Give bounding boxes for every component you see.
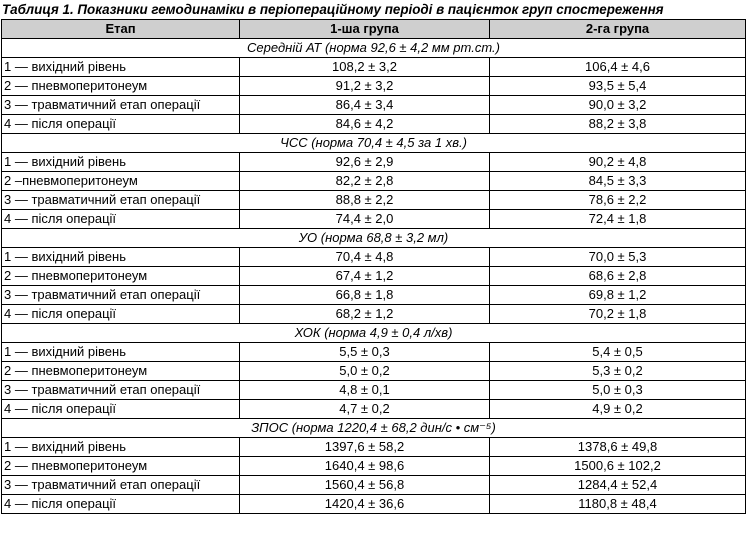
stage-cell: 2 — пневмоперитонеум [2,457,240,476]
group-2-value: 1284,4 ± 52,4 [490,476,746,495]
group-2-value: 5,3 ± 0,2 [490,362,746,381]
stage-cell: 1 — вихідний рівень [2,438,240,457]
group-2-value: 4,9 ± 0,2 [490,400,746,419]
table-row [2,210,746,229]
section-header-row [2,229,746,248]
group-2-value: 90,2 ± 4,8 [490,153,746,172]
section-title: ЧСС (норма 70,4 ± 4,5 за 1 хв.) [2,134,746,153]
stage-cell: 3 — травматичний етап операції [2,286,240,305]
stage-cell: 4 — після операції [2,115,240,134]
group-1-value: 82,2 ± 2,8 [240,172,490,191]
table-row [2,476,746,495]
table-row [2,305,746,324]
table-row [2,172,746,191]
stage-cell: 2 — пневмоперитонеум [2,267,240,286]
group-1-value: 86,4 ± 3,4 [240,96,490,115]
group-2-value: 68,6 ± 2,8 [490,267,746,286]
group-2-value: 106,4 ± 4,6 [490,58,746,77]
stage-cell: 3 — травматичний етап операції [2,191,240,210]
header-row [2,20,746,39]
table-row [2,343,746,362]
group-1-value: 4,8 ± 0,1 [240,381,490,400]
section-title: ЗПОС (норма 1220,4 ± 68,2 дин/с • см⁻⁵) [2,419,746,438]
hemodynamics-table [1,19,746,514]
stage-cell: 1 — вихідний рівень [2,343,240,362]
group-2-value: 5,0 ± 0,3 [490,381,746,400]
group-2-value: 5,4 ± 0,5 [490,343,746,362]
group-1-value: 1560,4 ± 56,8 [240,476,490,495]
table-row [2,400,746,419]
table-row [2,153,746,172]
group-2-value: 1180,8 ± 48,4 [490,495,746,514]
header-stage: Етап [2,20,240,39]
stage-cell: 4 — після операції [2,400,240,419]
table-row [2,77,746,96]
group-2-value: 84,5 ± 3,3 [490,172,746,191]
section-header-row [2,39,746,58]
group-2-value: 72,4 ± 1,8 [490,210,746,229]
group-1-value: 91,2 ± 3,2 [240,77,490,96]
stage-cell: 3 — травматичний етап операції [2,96,240,115]
group-1-value: 70,4 ± 4,8 [240,248,490,267]
group-1-value: 74,4 ± 2,0 [240,210,490,229]
table-row [2,362,746,381]
group-2-value: 90,0 ± 3,2 [490,96,746,115]
section-header-row [2,134,746,153]
table-row [2,286,746,305]
group-1-value: 1420,4 ± 36,6 [240,495,490,514]
table-row [2,248,746,267]
stage-cell: 3 — травматичний етап операції [2,381,240,400]
group-1-value: 4,7 ± 0,2 [240,400,490,419]
group-2-value: 70,0 ± 5,3 [490,248,746,267]
group-2-value: 1500,6 ± 102,2 [490,457,746,476]
table-row [2,191,746,210]
section-header-row [2,419,746,438]
group-2-value: 93,5 ± 5,4 [490,77,746,96]
group-2-value: 88,2 ± 3,8 [490,115,746,134]
group-1-value: 92,6 ± 2,9 [240,153,490,172]
section-title: Середній АТ (норма 92,6 ± 4,2 мм рт.ст.) [2,39,746,58]
group-2-value: 69,8 ± 1,2 [490,286,746,305]
table-row [2,58,746,77]
table-row [2,267,746,286]
stage-cell: 1 — вихідний рівень [2,58,240,77]
header-group-1: 1-ша група [240,20,490,39]
group-1-value: 67,4 ± 1,2 [240,267,490,286]
table-row [2,381,746,400]
group-1-value: 1397,6 ± 58,2 [240,438,490,457]
stage-cell: 4 — після операції [2,495,240,514]
stage-cell: 1 — вихідний рівень [2,153,240,172]
group-1-value: 84,6 ± 4,2 [240,115,490,134]
stage-cell: 4 — після операції [2,210,240,229]
table-caption: Таблиця 1. Показники гемодинаміки в періопераційному періоді в пацієнток груп спостереження [2,2,664,17]
stage-cell: 2 –пневмоперитонеум [2,172,240,191]
group-1-value: 88,8 ± 2,2 [240,191,490,210]
group-1-value: 1640,4 ± 98,6 [240,457,490,476]
stage-cell: 3 — травматичний етап операції [2,476,240,495]
stage-cell: 1 — вихідний рівень [2,248,240,267]
table-row [2,457,746,476]
group-1-value: 5,5 ± 0,3 [240,343,490,362]
group-1-value: 68,2 ± 1,2 [240,305,490,324]
group-1-value: 5,0 ± 0,2 [240,362,490,381]
section-header-row [2,324,746,343]
section-title: УО (норма 68,8 ± 3,2 мл) [2,229,746,248]
table-row [2,438,746,457]
group-2-value: 78,6 ± 2,2 [490,191,746,210]
header-group-2: 2-га група [490,20,746,39]
table-row [2,115,746,134]
group-2-value: 1378,6 ± 49,8 [490,438,746,457]
stage-cell: 2 — пневмоперитонеум [2,77,240,96]
stage-cell: 2 — пневмоперитонеум [2,362,240,381]
section-title: ХОК (норма 4,9 ± 0,4 л/хв) [2,324,746,343]
table-row [2,495,746,514]
group-2-value: 70,2 ± 1,8 [490,305,746,324]
group-1-value: 108,2 ± 3,2 [240,58,490,77]
stage-cell: 4 — після операції [2,305,240,324]
table-row [2,96,746,115]
group-1-value: 66,8 ± 1,8 [240,286,490,305]
